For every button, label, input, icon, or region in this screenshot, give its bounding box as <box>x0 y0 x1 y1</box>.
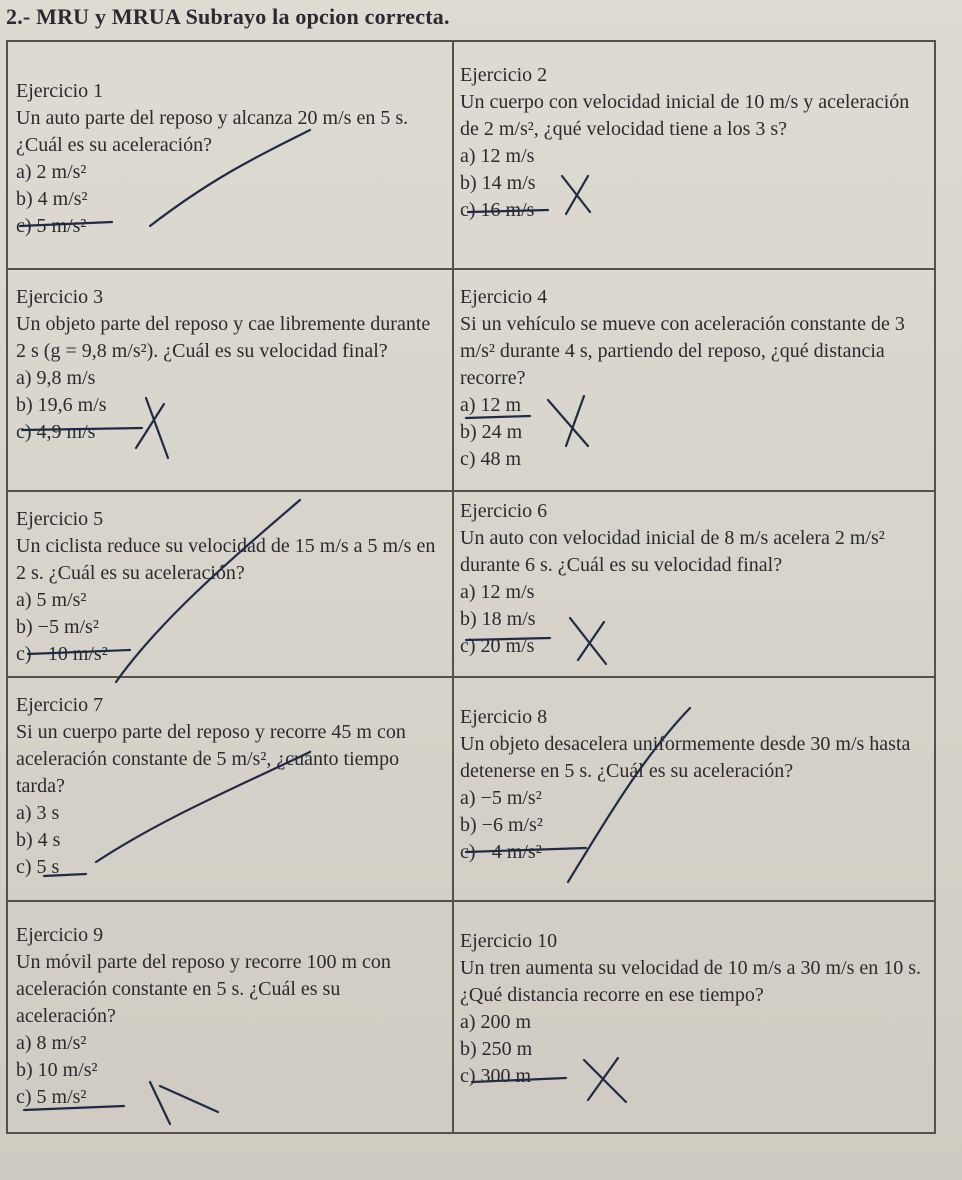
exercise-8 <box>454 702 934 898</box>
option-a[interactable]: a) −5 m/s² <box>460 787 542 809</box>
option-b[interactable]: b) 14 m/s <box>460 172 536 194</box>
option-c[interactable]: c) −10 m/s² <box>16 643 108 665</box>
exercise-heading: Ejercicio 6 <box>460 500 548 522</box>
exercise-heading: Ejercicio 8 <box>460 706 548 728</box>
exercise-3 <box>10 282 450 488</box>
exercise-5 <box>10 504 450 674</box>
exercise-heading: Ejercicio 7 <box>16 694 104 716</box>
exercise-question: Un cuerpo con velocidad inicial de 10 m/s y aceleración de 2 m/s², ¿qué velocidad tiene a los 3 s? <box>460 91 910 140</box>
grid-divider <box>8 268 934 270</box>
exercise-question: Un tren aumenta su velocidad de 10 m/s a 30 m/s en 10 s. ¿Qué distancia recorre en ese tiempo? <box>460 957 922 1006</box>
option-c[interactable]: c) 4,9 m/s <box>16 421 96 443</box>
exercise-heading: Ejercicio 9 <box>16 924 104 946</box>
exercise-10 <box>454 926 934 1132</box>
option-a[interactable]: a) 8 m/s² <box>16 1032 87 1054</box>
option-a[interactable]: a) 3 s <box>16 802 60 824</box>
option-c[interactable]: c) 20 m/s <box>460 635 535 657</box>
exercise-heading: Ejercicio 1 <box>16 80 104 102</box>
option-b[interactable]: b) 24 m <box>460 421 523 443</box>
option-c[interactable]: c) −4 m/s² <box>460 841 542 863</box>
option-a[interactable]: a) 200 m <box>460 1011 532 1033</box>
exercise-9 <box>10 920 450 1132</box>
exercise-question: Si un cuerpo parte del reposo y recorre 45 m con aceleración constante de 5 m/s², ¿cuánto tiempo tarda? <box>16 721 406 797</box>
option-c[interactable]: c) 48 m <box>460 448 522 470</box>
option-b[interactable]: b) 10 m/s² <box>16 1059 98 1081</box>
exercise-heading: Ejercicio 3 <box>16 286 104 308</box>
option-b[interactable]: b) −5 m/s² <box>16 616 99 638</box>
option-b[interactable]: b) 4 s <box>16 829 61 851</box>
option-c[interactable]: c) 5 m/s² <box>16 1086 87 1108</box>
exercise-question: Si un vehículo se mueve con aceleración constante de 3 m/s² durante 4 s, partiendo del reposo, ¿qué distancia recorre? <box>460 313 905 389</box>
option-b[interactable]: b) −6 m/s² <box>460 814 543 836</box>
option-b[interactable]: b) 19,6 m/s <box>16 394 107 416</box>
option-a[interactable]: a) 12 m/s <box>460 145 535 167</box>
exercise-question: Un objeto parte del reposo y cae libremente durante 2 s (g = 9,8 m/s²). ¿Cuál es su velocidad final? <box>16 313 431 362</box>
exercise-question: Un ciclista reduce su velocidad de 15 m/s a 5 m/s en 2 s. ¿Cuál es su aceleración? <box>16 535 436 584</box>
option-a[interactable]: a) 2 m/s² <box>16 161 87 183</box>
option-a[interactable]: a) 9,8 m/s <box>16 367 96 389</box>
exercise-7 <box>10 690 450 898</box>
exercise-4 <box>454 282 934 488</box>
exercise-heading: Ejercicio 2 <box>460 64 548 86</box>
exercise-question: Un auto con velocidad inicial de 8 m/s acelera 2 m/s² durante 6 s. ¿Cuál es su velocidad final? <box>460 527 885 576</box>
grid-divider <box>8 676 934 678</box>
exercise-question: Un auto parte del reposo y alcanza 20 m/s en 5 s. ¿Cuál es su aceleración? <box>16 107 409 156</box>
exercise-2 <box>454 60 934 266</box>
exercise-question: Un móvil parte del reposo y recorre 100 m con aceleración constante en 5 s. ¿Cuál es su aceleración? <box>16 951 391 1027</box>
option-c[interactable]: c) 5 m/s² <box>16 215 87 237</box>
option-b[interactable]: b) 250 m <box>460 1038 533 1060</box>
option-a[interactable]: a) 12 m/s <box>460 581 535 603</box>
option-a[interactable]: a) 5 m/s² <box>16 589 87 611</box>
worksheet-title: 2.- MRU y MRUA Subrayo la opcion correcta. <box>6 4 450 29</box>
exercise-6 <box>454 496 934 674</box>
grid-divider <box>8 900 934 902</box>
exercise-question: Un objeto desacelera uniformemente desde 30 m/s hasta detenerse en 5 s. ¿Cuál es su aceleración? <box>460 733 911 782</box>
option-b[interactable]: b) 4 m/s² <box>16 188 88 210</box>
option-a[interactable]: a) 12 m <box>460 394 522 416</box>
option-c[interactable]: c) 5 s <box>16 856 60 878</box>
exercise-heading: Ejercicio 10 <box>460 930 558 952</box>
option-c[interactable]: c) 16 m/s <box>460 199 535 221</box>
option-b[interactable]: b) 18 m/s <box>460 608 536 630</box>
exercise-heading: Ejercicio 4 <box>460 286 548 308</box>
grid-divider <box>8 490 934 492</box>
exercise-1 <box>10 76 450 266</box>
option-c[interactable]: c) 300 m <box>460 1065 532 1087</box>
exercise-heading: Ejercicio 5 <box>16 508 104 530</box>
